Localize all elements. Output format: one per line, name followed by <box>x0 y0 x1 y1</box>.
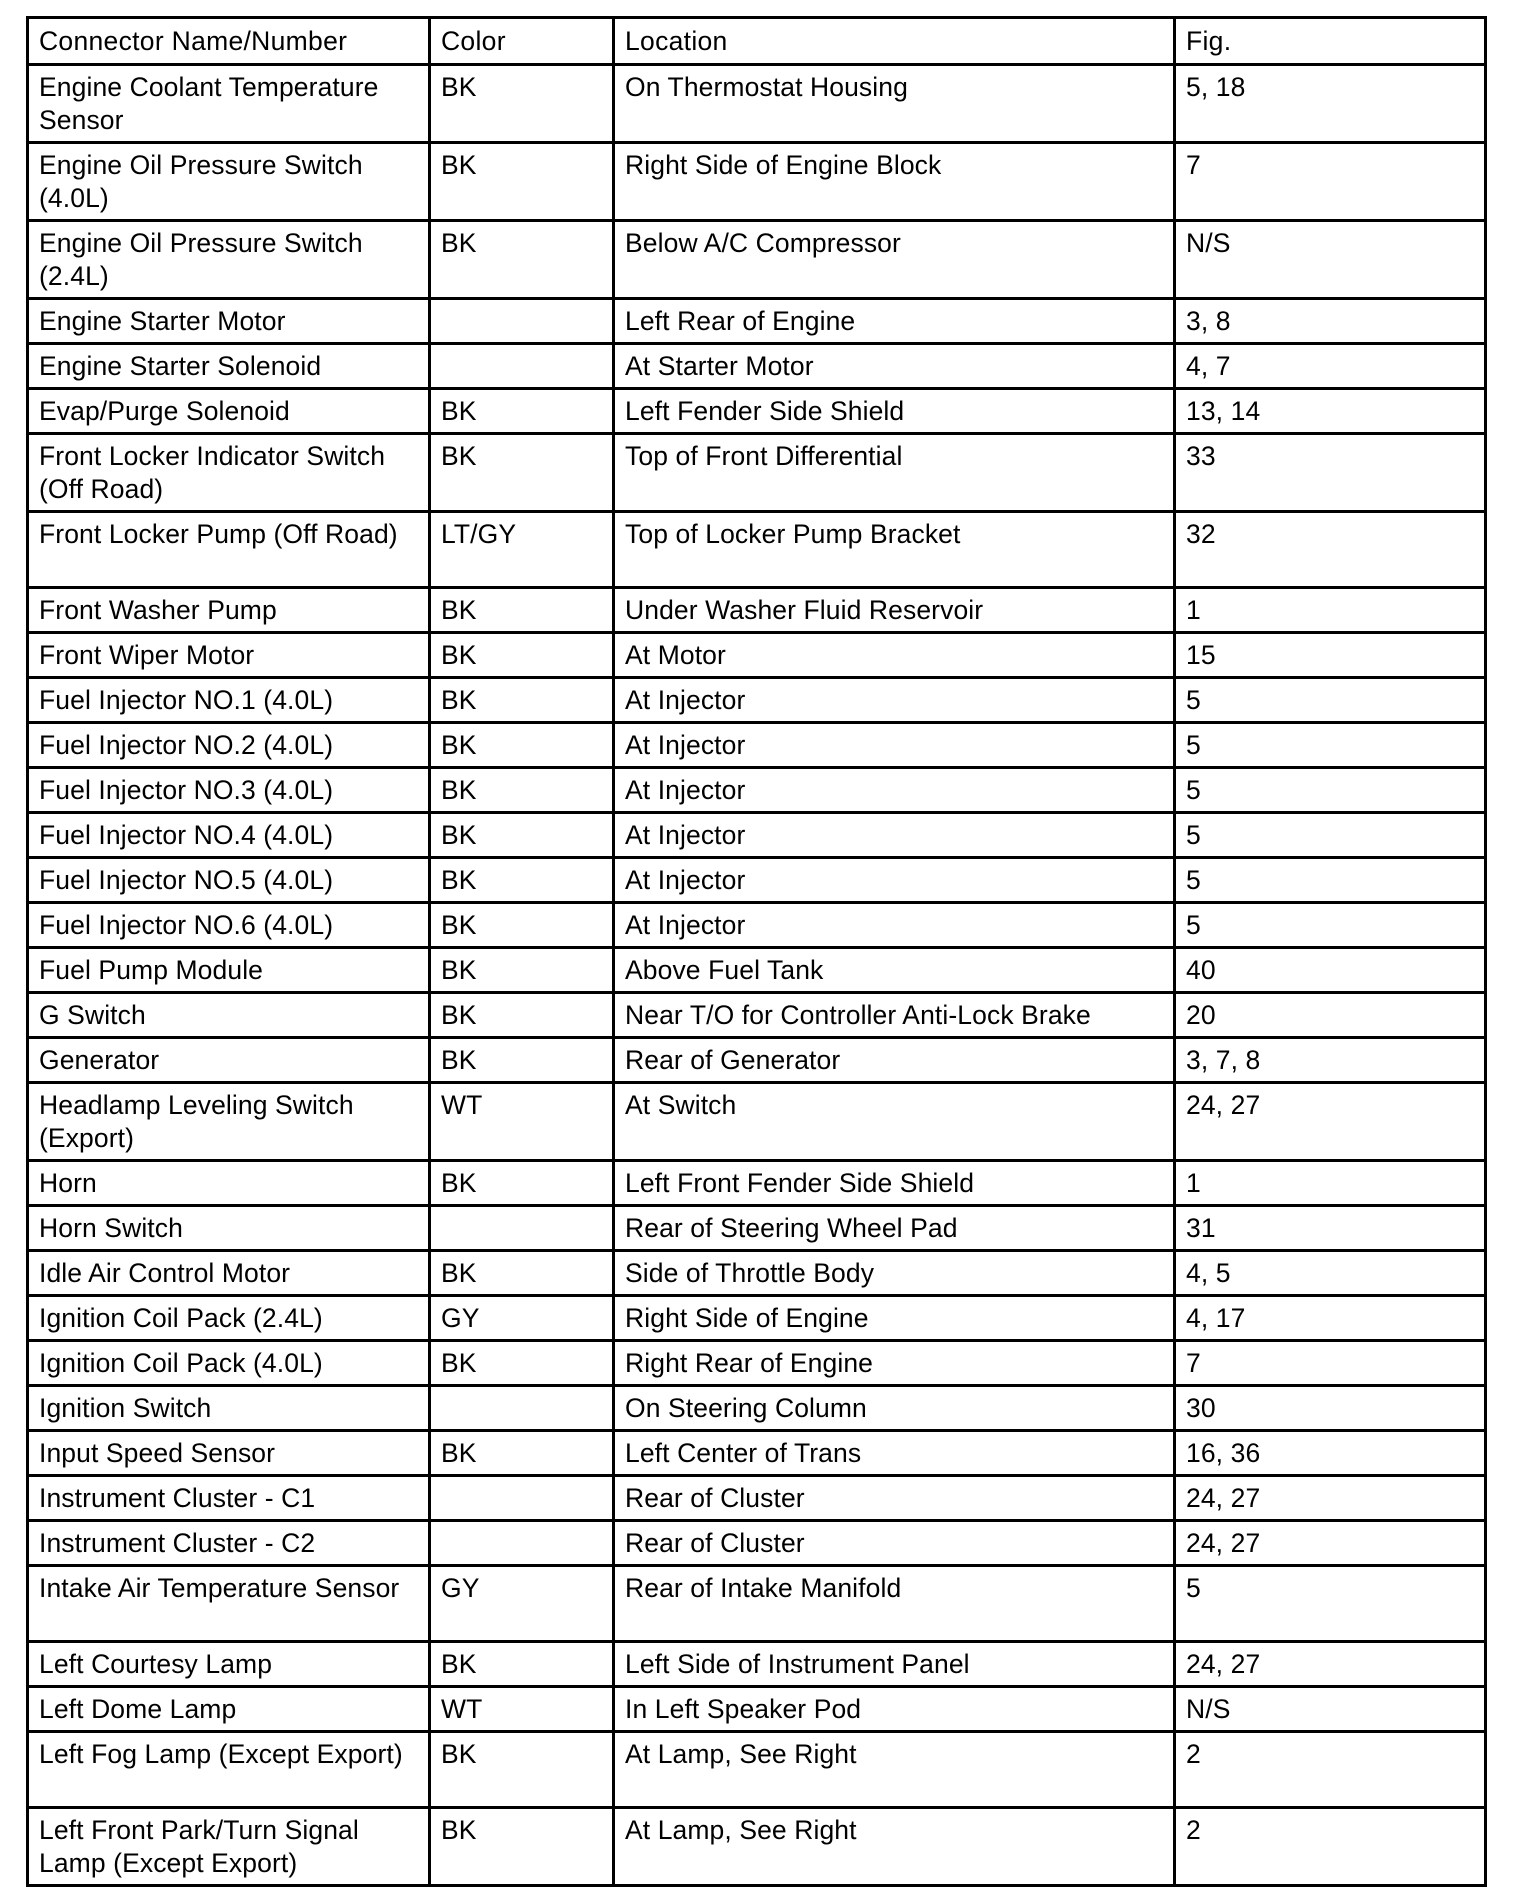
cell-connector-name: Left Dome Lamp <box>28 1687 430 1732</box>
cell-fig: 5 <box>1175 1566 1486 1642</box>
cell-fig: 30 <box>1175 1386 1486 1431</box>
cell-location: Side of Throttle Body <box>614 1251 1175 1296</box>
cell-connector-name: Generator <box>28 1038 430 1083</box>
cell-location: Near T/O for Controller Anti-Lock Brake <box>614 993 1175 1038</box>
cell-location: On Steering Column <box>614 1386 1175 1431</box>
cell-connector-name: Front Locker Indicator Switch (Off Road) <box>28 434 430 512</box>
cell-color <box>430 344 614 389</box>
cell-color: BK <box>430 858 614 903</box>
cell-fig: 7 <box>1175 1341 1486 1386</box>
cell-connector-name: Input Speed Sensor <box>28 1431 430 1476</box>
cell-color: BK <box>430 1732 614 1808</box>
cell-color <box>430 1206 614 1251</box>
cell-color <box>430 1476 614 1521</box>
table-row <box>28 1566 1486 1642</box>
cell-location: Right Side of Engine <box>614 1296 1175 1341</box>
cell-fig: 4, 7 <box>1175 344 1486 389</box>
table-row <box>28 768 1486 813</box>
connector-table <box>26 16 1487 1887</box>
cell-location: At Injector <box>614 903 1175 948</box>
table-row <box>28 723 1486 768</box>
cell-color <box>430 1386 614 1431</box>
cell-fig: 5 <box>1175 903 1486 948</box>
table-row <box>28 1161 1486 1206</box>
cell-location: Left Front Fender Side Shield <box>614 1161 1175 1206</box>
header-fig: Fig. <box>1175 18 1486 65</box>
cell-fig: 2 <box>1175 1808 1486 1886</box>
cell-fig: 15 <box>1175 633 1486 678</box>
cell-connector-name: Ignition Switch <box>28 1386 430 1431</box>
table-row <box>28 633 1486 678</box>
table-row <box>28 434 1486 512</box>
table-row <box>28 143 1486 221</box>
table-row <box>28 588 1486 633</box>
cell-fig: 4, 5 <box>1175 1251 1486 1296</box>
cell-fig: 5 <box>1175 858 1486 903</box>
cell-color: BK <box>430 948 614 993</box>
table-row <box>28 1642 1486 1687</box>
table-header-row <box>28 18 1486 65</box>
cell-connector-name: Fuel Injector NO.3 (4.0L) <box>28 768 430 813</box>
cell-connector-name: Ignition Coil Pack (4.0L) <box>28 1341 430 1386</box>
cell-connector-name: Horn Switch <box>28 1206 430 1251</box>
cell-color: GY <box>430 1566 614 1642</box>
table-row <box>28 299 1486 344</box>
cell-color: BK <box>430 1642 614 1687</box>
cell-color <box>430 1521 614 1566</box>
table-row <box>28 344 1486 389</box>
cell-color: BK <box>430 434 614 512</box>
cell-fig: N/S <box>1175 221 1486 299</box>
cell-location: Right Side of Engine Block <box>614 143 1175 221</box>
cell-fig: 5 <box>1175 768 1486 813</box>
table-row <box>28 512 1486 588</box>
cell-connector-name: Engine Oil Pressure Switch (2.4L) <box>28 221 430 299</box>
cell-location: Rear of Generator <box>614 1038 1175 1083</box>
cell-connector-name: Instrument Cluster - C1 <box>28 1476 430 1521</box>
cell-location: At Injector <box>614 858 1175 903</box>
cell-location: At Injector <box>614 768 1175 813</box>
table-row <box>28 1341 1486 1386</box>
cell-fig: 20 <box>1175 993 1486 1038</box>
table-row <box>28 1206 1486 1251</box>
cell-color <box>430 299 614 344</box>
cell-location: At Injector <box>614 678 1175 723</box>
cell-location: At Injector <box>614 723 1175 768</box>
table-row <box>28 1251 1486 1296</box>
table-row <box>28 1476 1486 1521</box>
cell-color: BK <box>430 1341 614 1386</box>
table-row <box>28 221 1486 299</box>
cell-location: Rear of Cluster <box>614 1476 1175 1521</box>
table-row <box>28 858 1486 903</box>
cell-location: Top of Front Differential <box>614 434 1175 512</box>
cell-connector-name: Engine Starter Solenoid <box>28 344 430 389</box>
cell-color: BK <box>430 633 614 678</box>
cell-location: At Starter Motor <box>614 344 1175 389</box>
header-color: Color <box>430 18 614 65</box>
cell-fig: 1 <box>1175 1161 1486 1206</box>
table-row <box>28 903 1486 948</box>
table-row <box>28 1687 1486 1732</box>
cell-connector-name: Ignition Coil Pack (2.4L) <box>28 1296 430 1341</box>
cell-color: BK <box>430 65 614 143</box>
cell-connector-name: Front Locker Pump (Off Road) <box>28 512 430 588</box>
cell-fig: 7 <box>1175 143 1486 221</box>
cell-fig: 24, 27 <box>1175 1083 1486 1161</box>
cell-color: BK <box>430 1038 614 1083</box>
table-row <box>28 1732 1486 1808</box>
cell-fig: 33 <box>1175 434 1486 512</box>
cell-fig: 2 <box>1175 1732 1486 1808</box>
cell-color: BK <box>430 993 614 1038</box>
cell-location: Below A/C Compressor <box>614 221 1175 299</box>
cell-fig: 3, 8 <box>1175 299 1486 344</box>
cell-color: WT <box>430 1687 614 1732</box>
cell-location: Under Washer Fluid Reservoir <box>614 588 1175 633</box>
cell-location: On Thermostat Housing <box>614 65 1175 143</box>
cell-fig: 3, 7, 8 <box>1175 1038 1486 1083</box>
cell-location: At Lamp, See Right <box>614 1732 1175 1808</box>
cell-color: BK <box>430 221 614 299</box>
cell-connector-name: Left Front Park/Turn Signal Lamp (Except Export) <box>28 1808 430 1886</box>
cell-location: Rear of Intake Manifold <box>614 1566 1175 1642</box>
cell-fig: 32 <box>1175 512 1486 588</box>
cell-fig: 1 <box>1175 588 1486 633</box>
header-location: Location <box>614 18 1175 65</box>
cell-location: Left Side of Instrument Panel <box>614 1642 1175 1687</box>
cell-fig: 4, 17 <box>1175 1296 1486 1341</box>
cell-location: Left Fender Side Shield <box>614 389 1175 434</box>
table-row <box>28 1431 1486 1476</box>
cell-color: BK <box>430 768 614 813</box>
cell-fig: 5 <box>1175 723 1486 768</box>
cell-color: BK <box>430 389 614 434</box>
header-connector-name: Connector Name/Number <box>28 18 430 65</box>
cell-fig: N/S <box>1175 1687 1486 1732</box>
cell-color: BK <box>430 1161 614 1206</box>
cell-connector-name: Horn <box>28 1161 430 1206</box>
table-row <box>28 948 1486 993</box>
cell-location: Right Rear of Engine <box>614 1341 1175 1386</box>
cell-connector-name: Left Courtesy Lamp <box>28 1642 430 1687</box>
cell-connector-name: Headlamp Leveling Switch (Export) <box>28 1083 430 1161</box>
cell-connector-name: Fuel Injector NO.1 (4.0L) <box>28 678 430 723</box>
table-row <box>28 993 1486 1038</box>
cell-fig: 24, 27 <box>1175 1476 1486 1521</box>
table-row <box>28 1296 1486 1341</box>
cell-color: WT <box>430 1083 614 1161</box>
cell-connector-name: Engine Coolant Temperature Sensor <box>28 65 430 143</box>
cell-color: LT/GY <box>430 512 614 588</box>
cell-connector-name: Left Fog Lamp (Except Export) <box>28 1732 430 1808</box>
table-row <box>28 1808 1486 1886</box>
cell-location: Left Rear of Engine <box>614 299 1175 344</box>
cell-connector-name: Engine Oil Pressure Switch (4.0L) <box>28 143 430 221</box>
cell-connector-name: Fuel Pump Module <box>28 948 430 993</box>
cell-color: BK <box>430 1431 614 1476</box>
cell-color: BK <box>430 903 614 948</box>
table-body <box>28 65 1486 1886</box>
cell-color: BK <box>430 813 614 858</box>
cell-connector-name: Fuel Injector NO.5 (4.0L) <box>28 858 430 903</box>
cell-location: At Motor <box>614 633 1175 678</box>
cell-location: In Left Speaker Pod <box>614 1687 1175 1732</box>
table-row <box>28 813 1486 858</box>
cell-fig: 24, 27 <box>1175 1521 1486 1566</box>
table-row <box>28 1083 1486 1161</box>
cell-connector-name: Front Wiper Motor <box>28 633 430 678</box>
cell-fig: 5 <box>1175 813 1486 858</box>
cell-connector-name: Fuel Injector NO.6 (4.0L) <box>28 903 430 948</box>
cell-location: Left Center of Trans <box>614 1431 1175 1476</box>
cell-connector-name: Engine Starter Motor <box>28 299 430 344</box>
cell-color: BK <box>430 1808 614 1886</box>
cell-connector-name: Fuel Injector NO.2 (4.0L) <box>28 723 430 768</box>
cell-connector-name: Evap/Purge Solenoid <box>28 389 430 434</box>
cell-fig: 24, 27 <box>1175 1642 1486 1687</box>
table-row <box>28 1386 1486 1431</box>
cell-location: At Switch <box>614 1083 1175 1161</box>
cell-color: BK <box>430 1251 614 1296</box>
table-row <box>28 389 1486 434</box>
cell-fig: 40 <box>1175 948 1486 993</box>
cell-connector-name: Intake Air Temperature Sensor <box>28 1566 430 1642</box>
cell-fig: 13, 14 <box>1175 389 1486 434</box>
table-row <box>28 1521 1486 1566</box>
cell-fig: 31 <box>1175 1206 1486 1251</box>
table-row <box>28 1038 1486 1083</box>
cell-connector-name: G Switch <box>28 993 430 1038</box>
cell-color: BK <box>430 143 614 221</box>
cell-fig: 5, 18 <box>1175 65 1486 143</box>
cell-location: At Injector <box>614 813 1175 858</box>
cell-color: BK <box>430 723 614 768</box>
cell-color: BK <box>430 678 614 723</box>
cell-location: Top of Locker Pump Bracket <box>614 512 1175 588</box>
cell-connector-name: Front Washer Pump <box>28 588 430 633</box>
cell-connector-name: Fuel Injector NO.4 (4.0L) <box>28 813 430 858</box>
cell-location: Rear of Cluster <box>614 1521 1175 1566</box>
cell-location: Above Fuel Tank <box>614 948 1175 993</box>
cell-location: Rear of Steering Wheel Pad <box>614 1206 1175 1251</box>
table-row <box>28 65 1486 143</box>
cell-location: At Lamp, See Right <box>614 1808 1175 1886</box>
cell-color: BK <box>430 588 614 633</box>
cell-fig: 16, 36 <box>1175 1431 1486 1476</box>
cell-connector-name: Instrument Cluster - C2 <box>28 1521 430 1566</box>
cell-fig: 5 <box>1175 678 1486 723</box>
cell-connector-name: Idle Air Control Motor <box>28 1251 430 1296</box>
cell-color: GY <box>430 1296 614 1341</box>
table-row <box>28 678 1486 723</box>
